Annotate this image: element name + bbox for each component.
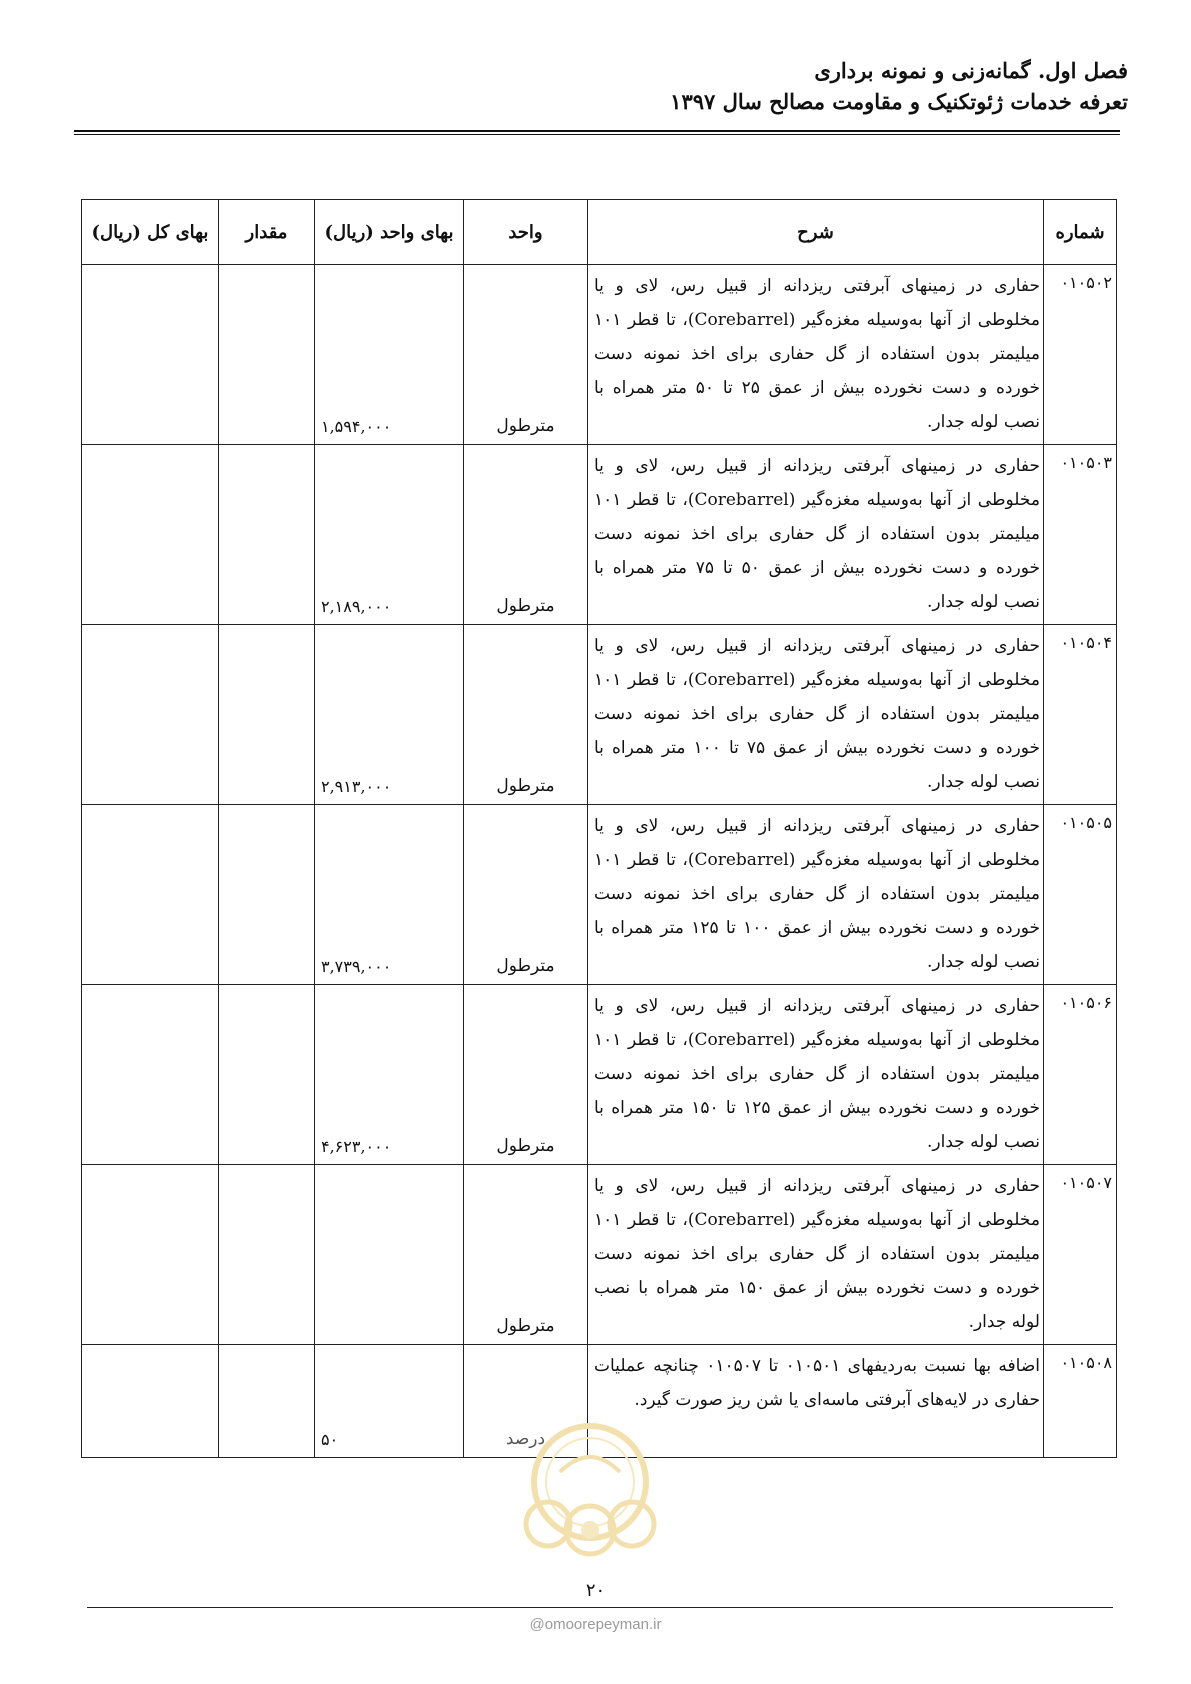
row-total-price [82, 805, 219, 985]
row-description: حفاری در زمینهای آبرفتی ریزدانه از قبیل رس، لای و یا مخلوطی از آنها به‌وسیله مغزه‌گیر (Corebarrel)، تا قطر ۱۰۱ میلیمتر بدون استفاده از گل حفاری برای اخذ نمونه دست خورده و دست نخورده بیش از عمق ۵۰ تا ۷۵ متر همراه با نصب لوله جدار. [588, 445, 1044, 625]
table-row [82, 985, 1117, 1165]
table-header-row [82, 200, 1117, 265]
row-description: حفاری در زمینهای آبرفتی ریزدانه از قبیل رس، لای و یا مخلوطی از آنها به‌وسیله مغزه‌گیر (Corebarrel)، تا قطر ۱۰۱ میلیمتر بدون استفاده از گل حفاری برای اخذ نمونه دست خورده و دست نخورده بیش از عمق ۱۲۵ تا ۱۵۰ متر همراه با نصب لوله جدار. [588, 985, 1044, 1165]
page-header [74, 56, 1128, 118]
row-unit: مترطول [464, 625, 588, 805]
watermark-text: @omoorepeyman.ir [529, 1616, 662, 1633]
row-unit-price: ۴,۶۲۳,۰۰۰ [315, 985, 464, 1165]
document-title: تعرفه خدمات ژئوتکنیک و مقاومت مصالح سال ۱۳۹۷ [670, 89, 1128, 114]
table-row [82, 805, 1117, 985]
row-quantity [219, 265, 315, 445]
table-row [82, 1165, 1117, 1345]
row-description: حفاری در زمینهای آبرفتی ریزدانه از قبیل رس، لای و یا مخلوطی از آنها به‌وسیله مغزه‌گیر (Corebarrel)، تا قطر ۱۰۱ میلیمتر بدون استفاده از گل حفاری برای اخذ نمونه دست خورده و دست نخورده بیش از عمق ۱۰۰ تا ۱۲۵ متر همراه با نصب لوله جدار. [588, 805, 1044, 985]
row-code: ۰۱۰۵۰۵ [1044, 805, 1117, 985]
row-description: حفاری در زمینهای آبرفتی ریزدانه از قبیل رس، لای و یا مخلوطی از آنها به‌وسیله مغزه‌گیر (Corebarrel)، تا قطر ۱۰۱ میلیمتر بدون استفاده از گل حفاری برای اخذ نمونه دست خورده و دست نخورده بیش از عمق ۷۵ تا ۱۰۰ متر همراه با نصب لوله جدار. [588, 625, 1044, 805]
row-quantity [219, 1165, 315, 1345]
row-unit: مترطول [464, 265, 588, 445]
row-quantity [219, 1345, 315, 1458]
row-quantity [219, 805, 315, 985]
footer-rule [87, 1607, 1113, 1608]
row-total-price [82, 265, 219, 445]
table-row [82, 265, 1117, 445]
row-quantity [219, 985, 315, 1165]
header-rule [74, 130, 1120, 132]
row-description: حفاری در زمینهای آبرفتی ریزدانه از قبیل رس، لای و یا مخلوطی از آنها به‌وسیله مغزه‌گیر (Corebarrel)، تا قطر ۱۰۱ میلیمتر بدون استفاده از گل حفاری برای اخذ نمونه دست خورده و دست نخورده بیش از عمق ۲۵ تا ۵۰ متر همراه با نصب لوله جدار. [588, 265, 1044, 445]
row-total-price [82, 1345, 219, 1458]
table-row [82, 625, 1117, 805]
row-unit: مترطول [464, 445, 588, 625]
header-unit-price: بهای واحد (ریال) [315, 200, 464, 265]
header-quantity: مقدار [219, 200, 315, 265]
row-unit-price: ۵۰ [315, 1345, 464, 1458]
header-code: شماره [1044, 200, 1117, 265]
row-unit: مترطول [464, 985, 588, 1165]
row-code: ۰۱۰۵۰۷ [1044, 1165, 1117, 1345]
row-unit-price: ۲,۹۱۳,۰۰۰ [315, 625, 464, 805]
row-unit-price: ۱,۵۹۴,۰۰۰ [315, 265, 464, 445]
header-description: شرح [588, 200, 1044, 265]
row-unit: درصد [464, 1345, 588, 1458]
row-unit-price: ۳,۷۳۹,۰۰۰ [315, 805, 464, 985]
row-quantity [219, 625, 315, 805]
header-total-price: بهای کل (ریال) [82, 200, 219, 265]
row-unit: مترطول [464, 1165, 588, 1345]
row-total-price [82, 1165, 219, 1345]
row-total-price [82, 625, 219, 805]
row-code: ۰۱۰۵۰۶ [1044, 985, 1117, 1165]
row-unit-price: ۲,۱۸۹,۰۰۰ [315, 445, 464, 625]
table-row [82, 445, 1117, 625]
row-description: حفاری در زمینهای آبرفتی ریزدانه از قبیل رس، لای و یا مخلوطی از آنها به‌وسیله مغزه‌گیر (Corebarrel)، تا قطر ۱۰۱ میلیمتر بدون استفاده از گل حفاری برای اخذ نمونه دست خورده و دست نخورده بیش از عمق ۱۵۰ متر همراه با نصب لوله جدار. [588, 1165, 1044, 1345]
chapter-title: فصل اول. گمانه‌زنی و نمونه برداری [814, 58, 1128, 83]
row-code: ۰۱۰۵۰۳ [1044, 445, 1117, 625]
row-unit-price [315, 1165, 464, 1345]
row-code: ۰۱۰۵۰۸ [1044, 1345, 1117, 1458]
row-total-price [82, 445, 219, 625]
row-code: ۰۱۰۵۰۲ [1044, 265, 1117, 445]
row-quantity [219, 445, 315, 625]
tariff-table [81, 199, 1117, 1458]
watermark-seal-icon [510, 1412, 670, 1572]
page-number: ۲۰ [585, 1580, 606, 1601]
row-description: اضافه بها نسبت به‌ردیفهای ۰۱۰۵۰۱ تا ۰۱۰۵۰۷ چنانچه عملیات حفاری در لایه‌های آبرفتی ماسه‌ای یا شن ریز صورت گیرد. [588, 1345, 1044, 1458]
row-code: ۰۱۰۵۰۴ [1044, 625, 1117, 805]
row-unit: مترطول [464, 805, 588, 985]
header-unit: واحد [464, 200, 588, 265]
row-total-price [82, 985, 219, 1165]
header-rule-thin [74, 134, 1120, 135]
